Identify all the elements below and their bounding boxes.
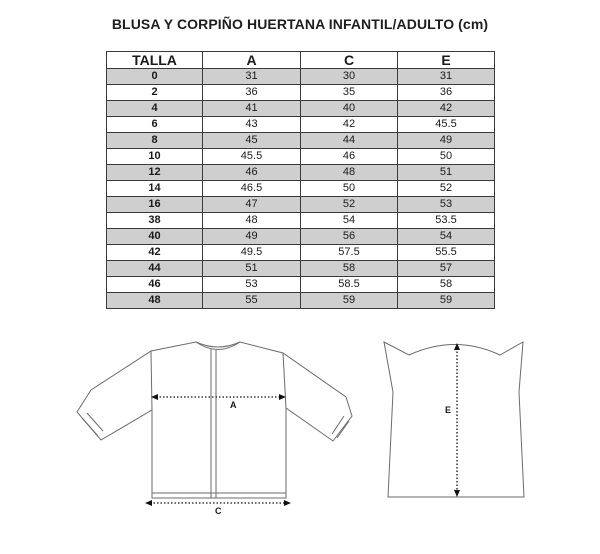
cell-a: 43 [203, 117, 301, 133]
cell-talla: 8 [107, 133, 203, 149]
cell-a: 31 [203, 69, 301, 85]
bodice-drawing [384, 342, 524, 497]
cell-talla: 6 [107, 117, 203, 133]
table-row [107, 69, 495, 85]
cell-c: 59 [301, 293, 398, 309]
cell-c: 54 [301, 213, 398, 229]
size-table [106, 51, 495, 309]
table-row [107, 181, 495, 197]
table-header-row [107, 52, 495, 69]
header-a: A [203, 52, 301, 69]
cell-talla: 0 [107, 69, 203, 85]
cell-a: 49.5 [203, 245, 301, 261]
label-a: A [230, 400, 237, 410]
cell-e: 53 [398, 197, 495, 213]
cell-talla: 42 [107, 245, 203, 261]
cell-e: 49 [398, 133, 495, 149]
cell-e: 51 [398, 165, 495, 181]
garment-diagram [0, 330, 600, 530]
cell-a: 45 [203, 133, 301, 149]
label-c: C [215, 506, 222, 516]
cell-a: 48 [203, 213, 301, 229]
header-talla: TALLA [107, 52, 203, 69]
cell-talla: 14 [107, 181, 203, 197]
table-body [107, 69, 495, 309]
table-row [107, 149, 495, 165]
cell-c: 52 [301, 197, 398, 213]
cell-talla: 12 [107, 165, 203, 181]
cell-e: 58 [398, 277, 495, 293]
cell-e: 55.5 [398, 245, 495, 261]
cell-talla: 38 [107, 213, 203, 229]
cell-a: 49 [203, 229, 301, 245]
cell-e: 52 [398, 181, 495, 197]
cell-e: 42 [398, 101, 495, 117]
cell-e: 53.5 [398, 213, 495, 229]
cell-e: 45.5 [398, 117, 495, 133]
cell-c: 42 [301, 117, 398, 133]
table-row [107, 213, 495, 229]
table-row [107, 101, 495, 117]
cell-a: 53 [203, 277, 301, 293]
blouse-drawing [77, 342, 352, 498]
table-row [107, 85, 495, 101]
table-row [107, 245, 495, 261]
cell-talla: 10 [107, 149, 203, 165]
page-title: BLUSA Y CORPIÑO HUERTANA INFANTIL/ADULTO (cm) [111, 16, 489, 32]
cell-talla: 44 [107, 261, 203, 277]
cell-e: 59 [398, 293, 495, 309]
cell-e: 50 [398, 149, 495, 165]
cell-c: 56 [301, 229, 398, 245]
table-row [107, 229, 495, 245]
table-row [107, 117, 495, 133]
table-row [107, 277, 495, 293]
cell-talla: 4 [107, 101, 203, 117]
table-row [107, 197, 495, 213]
cell-talla: 16 [107, 197, 203, 213]
cell-e: 57 [398, 261, 495, 277]
label-e: E [445, 405, 452, 415]
cell-a: 51 [203, 261, 301, 277]
measure-a [151, 394, 286, 410]
cell-c: 48 [301, 165, 398, 181]
cell-c: 50 [301, 181, 398, 197]
cell-talla: 48 [107, 293, 203, 309]
cell-talla: 40 [107, 229, 203, 245]
table-row [107, 293, 495, 309]
header-e: E [398, 52, 495, 69]
table-row [107, 165, 495, 181]
cell-c: 58 [301, 261, 398, 277]
table-row [107, 261, 495, 277]
cell-c: 57.5 [301, 245, 398, 261]
cell-a: 36 [203, 85, 301, 101]
cell-a: 46.5 [203, 181, 301, 197]
measure-c [145, 500, 291, 516]
cell-e: 54 [398, 229, 495, 245]
cell-talla: 46 [107, 277, 203, 293]
cell-c: 30 [301, 69, 398, 85]
cell-e: 31 [398, 69, 495, 85]
table-row [107, 133, 495, 149]
cell-e: 36 [398, 85, 495, 101]
cell-talla: 2 [107, 85, 203, 101]
cell-c: 58.5 [301, 277, 398, 293]
cell-a: 41 [203, 101, 301, 117]
cell-c: 40 [301, 101, 398, 117]
cell-c: 46 [301, 149, 398, 165]
cell-a: 55 [203, 293, 301, 309]
measure-e [445, 343, 460, 497]
cell-a: 47 [203, 197, 301, 213]
cell-c: 35 [301, 85, 398, 101]
cell-a: 45.5 [203, 149, 301, 165]
cell-c: 44 [301, 133, 398, 149]
header-c: C [301, 52, 398, 69]
cell-a: 46 [203, 165, 301, 181]
